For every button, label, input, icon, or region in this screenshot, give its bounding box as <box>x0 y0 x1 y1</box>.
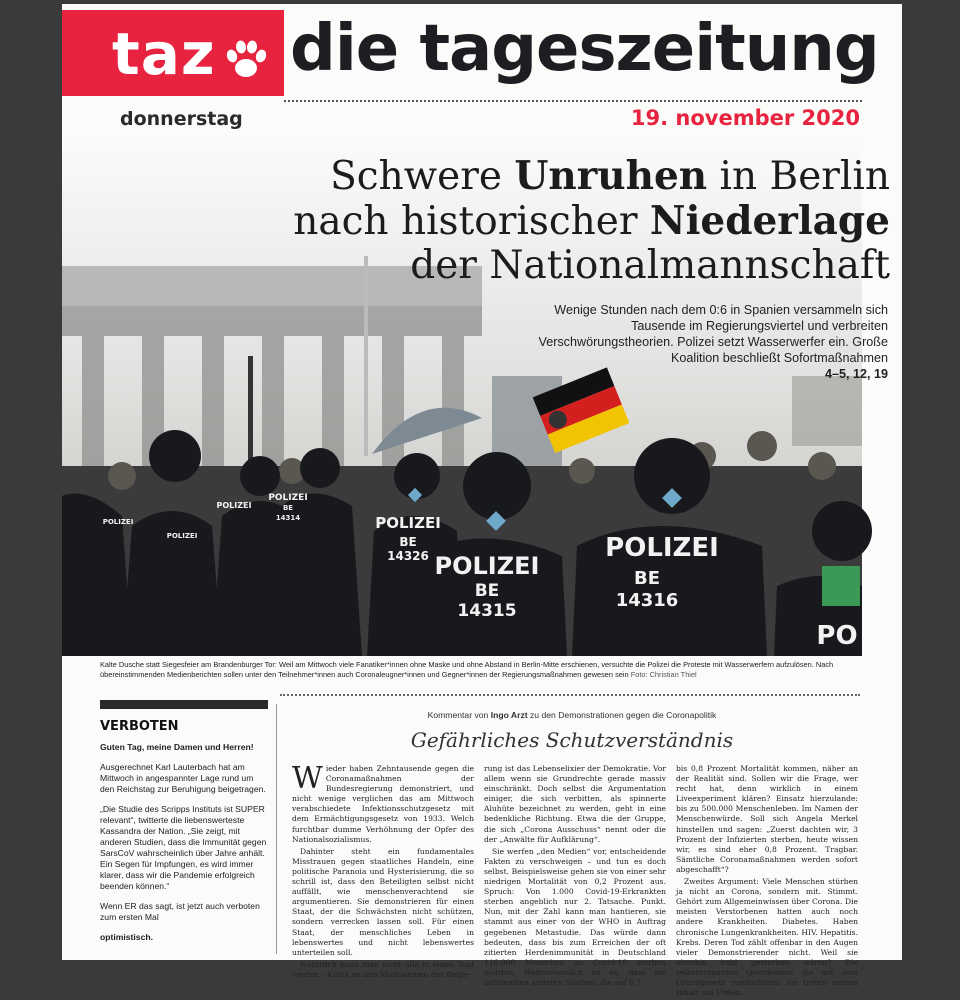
paragraph: Dahinter steht ein fundamentales Misstrauen gegen staatliches Handeln, eine politische Paranoia und Hysterisierung, die so schrill ist, dass den Beteiligten selbst nicht auffällt, wie menschenverachtend sie argumentieren. Sie demonstrieren für einen Staat, der die Schwächsten nicht schützen, sondern verrecken lassen soll. Für einen Staat, der menschliches Leben in lebenswertes und nicht lebenswertes unterteilen soll. <box>292 846 474 957</box>
headline: Schwere Unruhen in Berlin nach historischer Niederlage der Nationalmannschaft <box>293 153 890 288</box>
paper-name: die tageszeitung <box>290 12 879 86</box>
vest-label: POLIZEI <box>268 493 308 503</box>
paragraph: Natürlich kann man nicht alle in einen Topf werfen – Kritik an den Maßnahmen der Regie- <box>292 959 474 979</box>
sidebar-title: VERBOTEN <box>100 719 179 734</box>
section-divider <box>280 694 860 696</box>
sidebar-bar <box>100 700 268 709</box>
masthead-divider <box>284 100 862 102</box>
paragraph: Wieder haben Zehntausende gegen die Coronamaßnahmen der Bundesregierung demonstriert, und nicht wenige verglichen das am Mittwoch verabschiedete Infektionsschutzgesetz mit dem Ermächtigungsgesetz von 1933. Welch furchtbar dumme Verhöhnung der Opfer des Nationalsozialismus. <box>292 761 474 844</box>
vest-number: 14326 <box>387 549 429 563</box>
vest-label: POLIZEI <box>102 518 134 526</box>
photo-caption: Kalte Dusche statt Siegesfeier am Brandenburger Tor: Weil am Mittwoch viele Fanatiker*innen ohne Maske und ohne Abstand in Berlin-Mitte erschienen, versuchte die Polizei die Proteste mit Wasserwerfern aufzulösen. Nach übereinstimmenden Medienberichten sollen unter den Teilnehmer*innen auch Coronaleugner*innen und Gegner*innen der Regierungsmaßnahmen gewesen sein Foto: Christian Thiel <box>100 660 834 679</box>
paragraph: Zweites Argument: Viele Menschen stürben ja nicht an Corona, sondern mit. Stimmt. Gehört zum Allgemeinwissen über Corona. Die meisten Verstorbenen hatten auch noch andere Krankheiten. Diabetes. Haben chronische Lungenkrankheiten. HIV. Hepatitis. Krebs. Deren Tod zählt offenbar in den Augen vieler Demonstrierender nicht. Weil sie ohnehin bald gestorben wären? Die selbsternannten Querdenker, die mit dem Grundgesetz rumfuchteln: sie treten seinen Inhalt mit Füßen. <box>676 877 858 998</box>
commentary-kicker: Kommentar von Ingo Arzt zu den Demonstrationen gegen die Coronapolitik <box>427 710 717 720</box>
paragraph: Sie werfen „den Medien“ vor, entscheidende Fakten zu verschweigen – und tun es doch selbst. Beispielsweise gehen sie von einer sehr niedrigen Mortalität von 0,2 Prozent aus. Spruch: Von 1.000 Covid-19-Erkrankten sterben angeblich nur 2. Tatsache. Punkt. Nun, mit der Zahl kann man hantieren, sie stammt aus einer von der WHO in Auftrag gegebenen Metastudie. Das würde dann bedeuten, dass bis zum Erreichen der oft zitierten Herdenimmunität in Deutschland 116.000 Menschen an Covid-19 sterben würden. Wahrscheinlich ist es, dass die zahlreichen anderen Studien, die auf 0,7 <box>484 846 666 987</box>
column-rule <box>276 704 277 954</box>
vest-number: 14315 <box>457 601 517 621</box>
vest-id: BE <box>399 535 417 549</box>
text-column <box>484 764 666 1000</box>
sidebar-paragraph: „Die Studie des Scripps Instituts ist SUPER relevant“, twitterte die liebenswerteste Kassandra der Nation. „Sie zeigt, mit anderen Studien, dass die Immunität gegen SarsCoV wahrscheinlich über Jahre anhält. Ein Segen für Impfungen, es wird immer klarer, dass wir die Pandemie erfolgreich beenden können.“ <box>100 804 267 891</box>
sidebar-column <box>100 700 268 952</box>
paragraph: bis 0,8 Prozent Mortalität kommen, näher an der Realität sind. Sollen wir die Frage, wer recht hat, denn wirklich in einem Liveexperiment klären? Einsatz hierzulande: bis zu 500.000 Menschenleben. Im Namen der Menschenwürde. Soll sich Angela Merkel hinstellen und sagen: „Zuerst dachten wir, 3 Prozent der Infizierten sterben, heute wissen wir, es sind eher 0,8 Prozent. Tragbar. Sämtliche Coronamaßnahmen werden sofort abgeschafft“? <box>676 764 858 874</box>
commentary-title: Gefährliches Schutzverständnis <box>410 728 734 752</box>
weekday: donnerstag <box>120 108 243 130</box>
vest-label: POLIZEI <box>434 552 540 580</box>
vest-id: BE <box>282 504 294 512</box>
vest-id: BE <box>474 581 500 601</box>
sidebar-paragraph: Wenn ER das sagt, ist jetzt auch verboten zum ersten Mal <box>100 901 260 922</box>
logo-text: taz <box>112 20 216 88</box>
lede: Wenige Stunden nach dem 0:6 in Spanien versammeln sich Tausende im Regierungsviertel und verbreiten Verschwörungstheorien. Polizei setzt Wasserwerfer ein. Große Koalition beschließt Sofortmaßnahmen 4–5, 12, 19 <box>508 302 888 382</box>
vest-label: POLIZEI <box>605 533 719 563</box>
newspaper-front-page <box>62 4 902 998</box>
sidebar-punchline: optimistisch. <box>100 932 154 942</box>
photo-credit: Foto: Christian Thiel <box>630 670 697 679</box>
vest-label: POLIZEI <box>166 532 198 540</box>
text-column <box>676 764 858 1000</box>
commentary-body <box>292 761 858 1000</box>
sidebar-greeting: Guten Tag, meine Damen und Herren! <box>100 742 254 752</box>
vest-number: 14316 <box>615 590 679 611</box>
vest-id: BE <box>633 568 661 589</box>
drop-cap: W <box>292 761 323 796</box>
vest-number: 14314 <box>275 514 301 522</box>
vest-label: POLIZEI <box>375 514 441 532</box>
text-column <box>292 761 474 1000</box>
paragraph: rung ist das Lebenselixier der Demokratie. Vor allem wenn sie Grundrechte gerade massiv einschränkt. Doch selbst die Argumentation einiger, die sich verbitten, als spinnerte Aluhüte bezeichnet zu werden, geht in eine bedenkliche Richtung. Etwa die der Gruppe, die sich „Corona Ausschuss“ nennt oder die der „Anwälte für Aufklärung“. <box>484 764 666 844</box>
issue-date: 19. november 2020 <box>630 106 860 130</box>
sidebar-paragraph: Ausgerechnet Karl Lauterbach hat am Mittwoch in angespannter Lage rund um den Reichstag zur Beruhigung beigetragen. <box>100 762 266 794</box>
vest-label: POLIZEI <box>216 501 252 510</box>
page-references: 4–5, 12, 19 <box>824 367 888 381</box>
paw-icon <box>222 36 270 84</box>
taz-logo <box>62 10 284 96</box>
vest-label: PO <box>816 621 858 651</box>
